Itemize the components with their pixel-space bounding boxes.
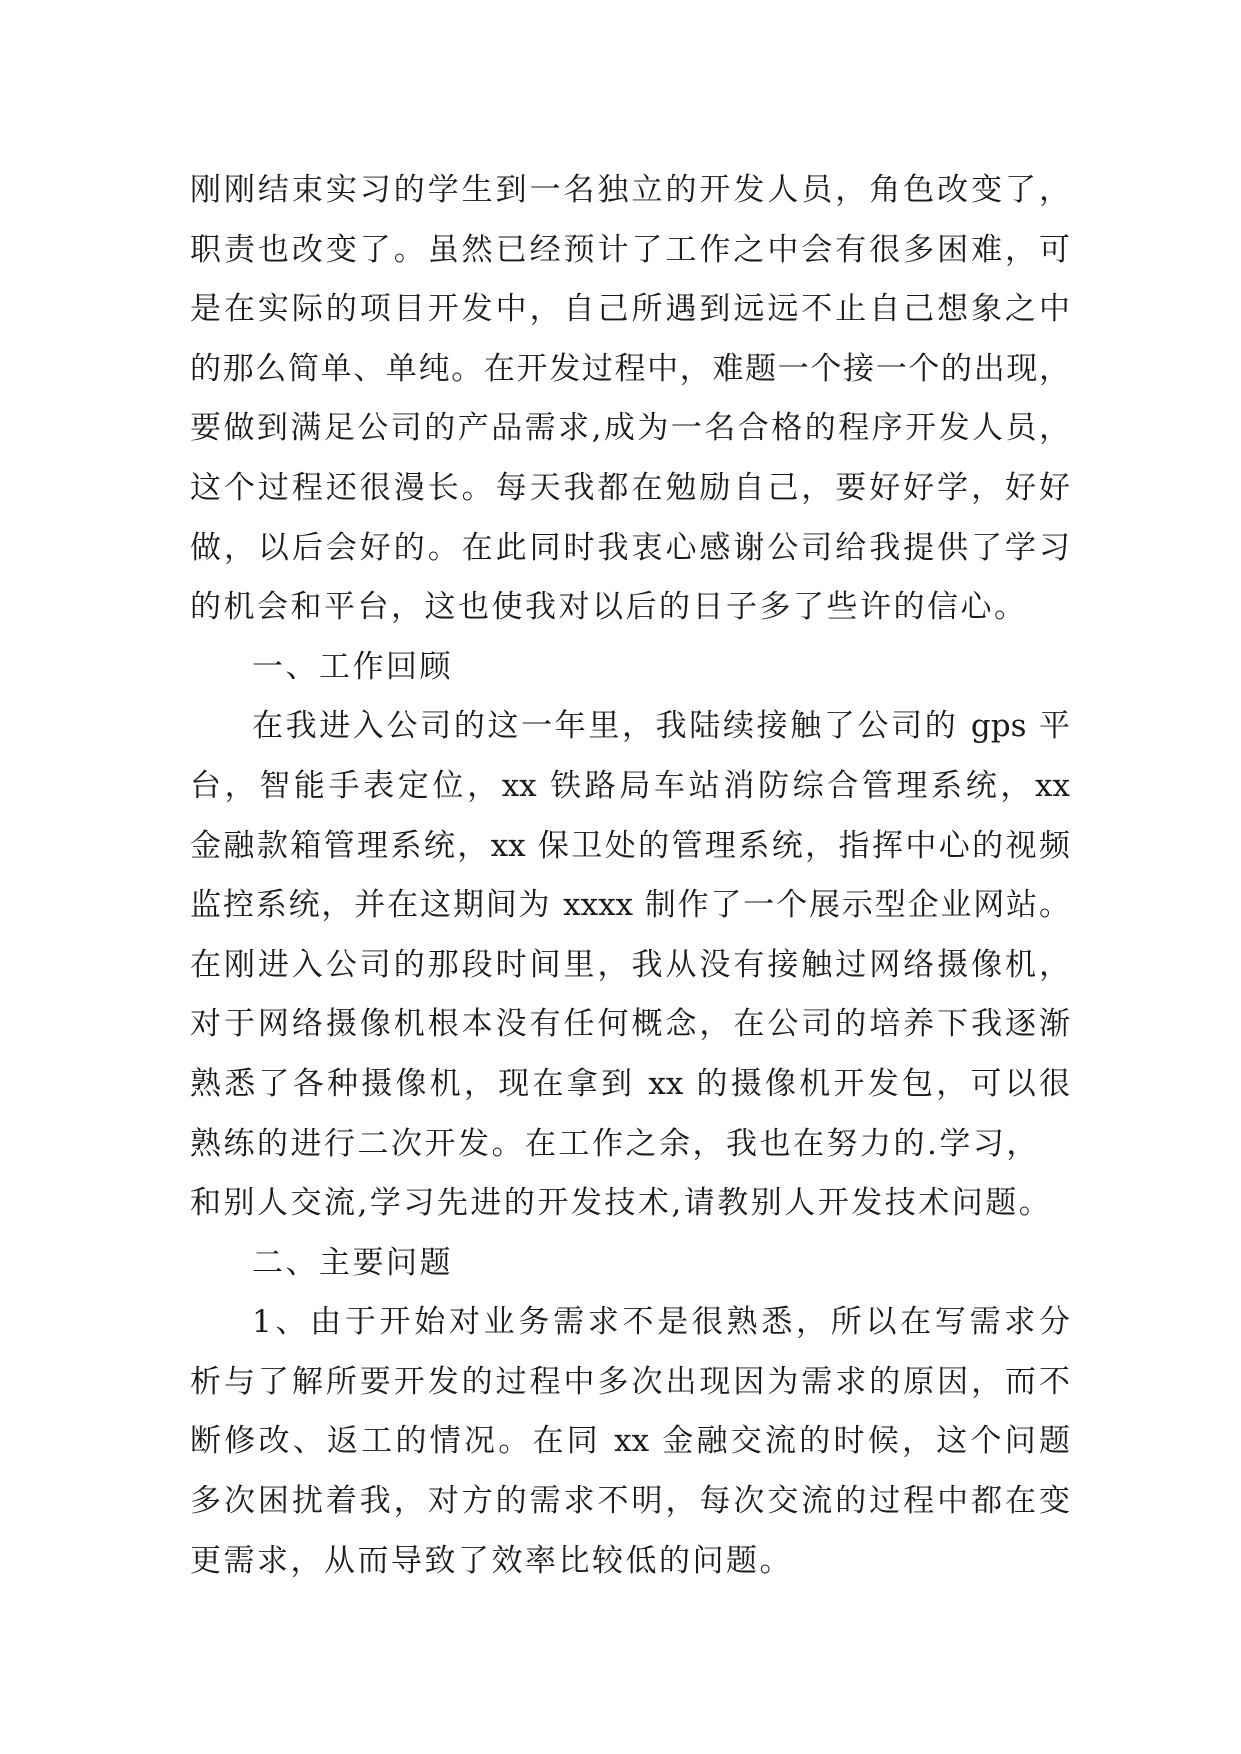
text-line: 这个过程还很漫长。每天我都在勉励自己，要好好学，好好 xyxy=(190,469,1070,506)
text-line: 要做到满足公司的产品需求,成为一名合格的程序开发人员， xyxy=(190,410,1070,447)
text-line: 熟练的进行二次开发。在工作之余，我也在努力的.学习， xyxy=(190,1125,1040,1162)
text-line: 监控系统，并在这期间为 xxxx 制作了一个展示型企业网站。 xyxy=(190,887,1070,924)
text-line: 对于网络摄像机根本没有任何概念，在公司的培养下我逐渐 xyxy=(190,1006,1070,1043)
text-line: 台，智能手表定位，xx 铁路局车站消防综合管理系统，xx xyxy=(190,767,1070,804)
text-line: 的那么简单、单纯。在开发过程中，难题一个接一个的出现， xyxy=(190,350,1070,387)
text-line: 职责也改变了。虽然已经预计了工作之中会有很多困难，可 xyxy=(190,231,1070,268)
text-line: 多次困扰着我，对方的需求不明，每次交流的过程中都在变 xyxy=(190,1483,1070,1520)
section-heading: 二、主要问题 xyxy=(252,1244,453,1281)
text-line: 的机会和平台，这也使我对以后的日子多了些许的信心。 xyxy=(190,589,1028,626)
text-line: 金融款箱管理系统，xx 保卫处的管理系统，指挥中心的视频 xyxy=(190,827,1070,864)
text-line: 做，以后会好的。在此同时我衷心感谢公司给我提供了学习 xyxy=(190,529,1070,566)
text-line: 析与了解所要开发的过程中多次出现因为需求的原因，而不 xyxy=(190,1363,1070,1400)
text-line: 和别人交流,学习先进的开发技术,请教别人开发技术问题。 xyxy=(190,1185,1053,1222)
text-line: 在刚进入公司的那段时间里，我从没有接触过网络摄像机， xyxy=(190,946,1070,983)
text-line: 是在实际的项目开发中，自己所遇到远远不止自己想象之中 xyxy=(190,291,1070,328)
text-line: 熟悉了各种摄像机，现在拿到 xx 的摄像机开发包，可以很 xyxy=(190,1065,1070,1102)
text-line: 更需求，从而导致了效率比较低的问题。 xyxy=(190,1542,793,1579)
text-line: 在我进入公司的这一年里，我陆续接触了公司的 gps 平 xyxy=(252,708,1070,745)
text-line: 刚刚结束实习的学生到一名独立的开发人员，角色改变了， xyxy=(190,172,1070,208)
text-line: 断修改、返工的情况。在同 xx 金融交流的时候，这个问题 xyxy=(190,1423,1070,1460)
text-line: 1、由于开始对业务需求不是很熟悉，所以在写需求分 xyxy=(252,1304,1070,1341)
document-body xyxy=(190,161,1070,1591)
section-heading: 一、工作回顾 xyxy=(252,648,453,685)
